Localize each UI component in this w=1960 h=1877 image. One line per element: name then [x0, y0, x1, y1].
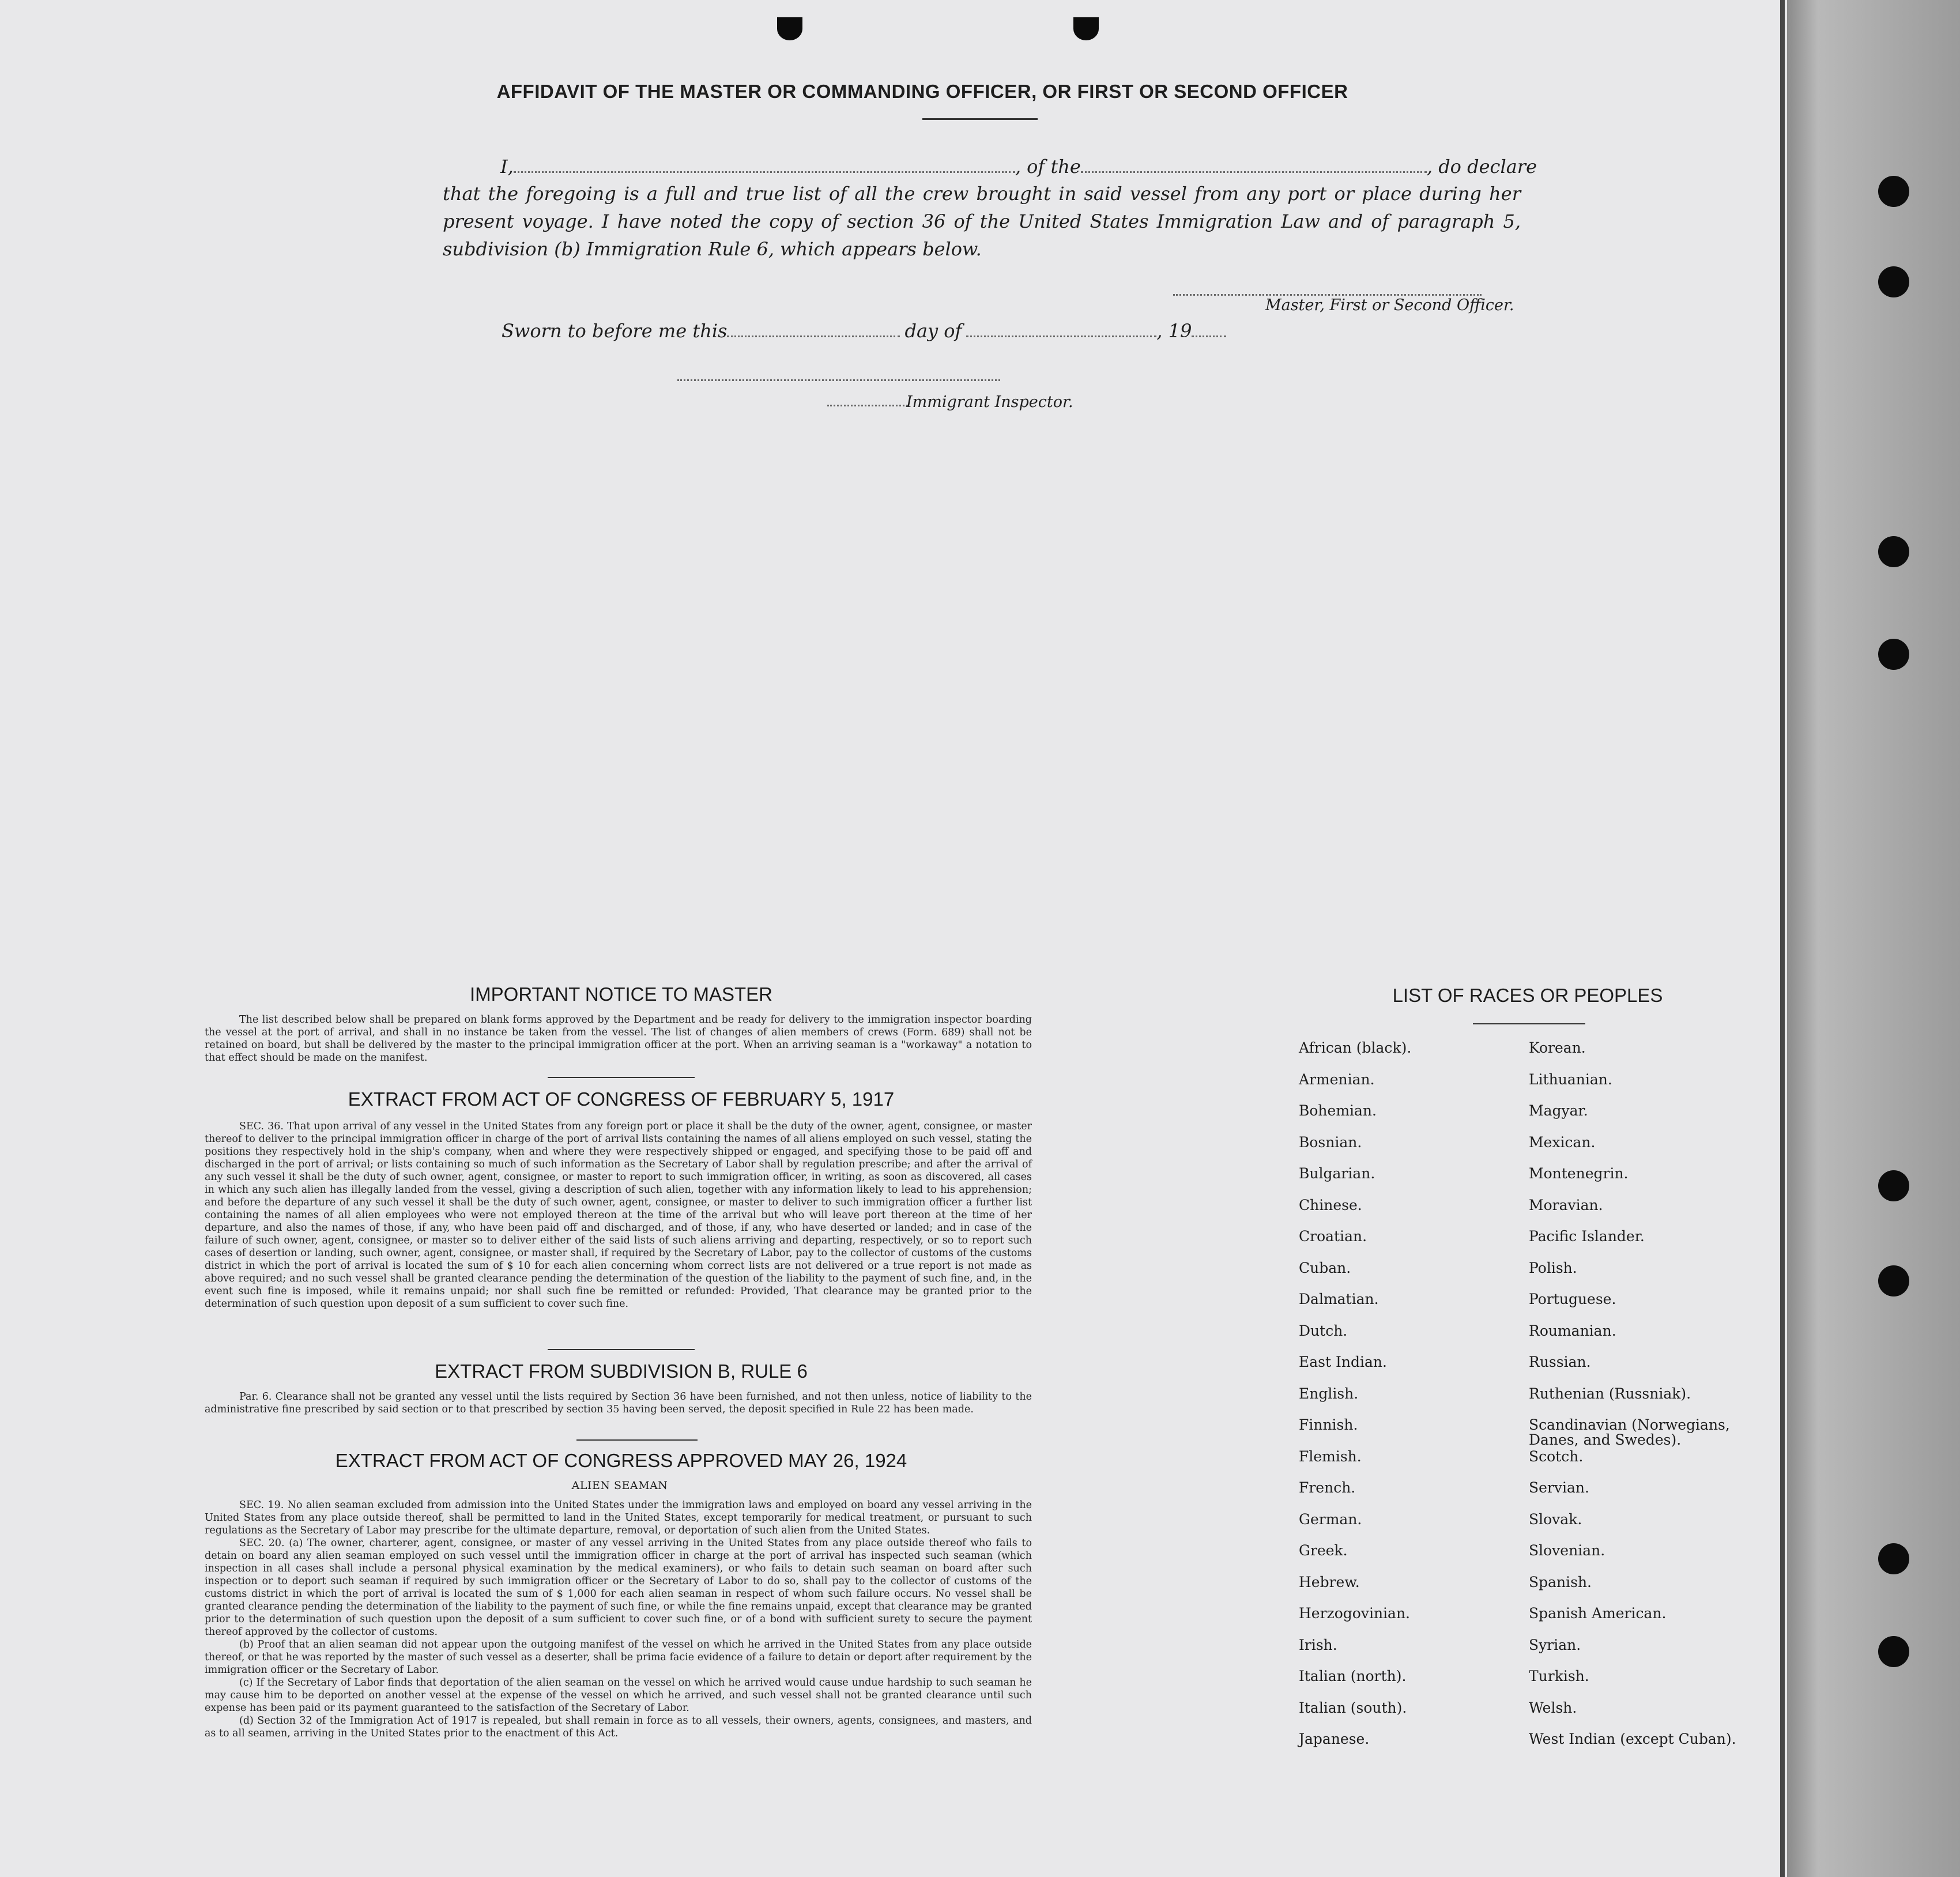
alien-seaman-subtitle: ALIEN SEAMAN [571, 1479, 668, 1492]
extract-1917-text: SEC. 36. That upon arrival of any vessel in the United States from any foreign port or place it shall be the duty of the owner, agent, consignee, or master thereof to deliver to the principal immigration officer in charge of the port of arrival lists containing the names of all aliens employed on such vessel, stating the positions they respectively hold in the ship's company, when and where they were respectively shipped or engaged, and specifying those to be paid off and discharged in the port of arrival; or lists containing so much of such information as the Secretary of Labor shall by regulation prescribe; and after the arrival of any such vessel it shall be the duty of such owner, agent, consignee, or master to report to such immigration officer, in writing, as soon as discovered, all cases in which any such alien has illegally landed from the vessel, giving a description of such alien, together with any information likely to lead to his apprehension; and before the departure of any such vessel it shall be the duty of such owner, agent, consignee, or master to deliver to such immigration officer a further list containing the names of all alien employees who were not employed thereon at the time of the arrival but who will leave port thereon at the time of her departure, and also the names of those, if any, who have been paid off and discharged, and of those, if any, who have deserted or landed; and in case of the failure of such owner, agent, consignee, or master so to deliver either of the said lists of such aliens arriving and departing, respectively, or so to report such cases of desertion or landing, such owner, agent, consignee, or master shall, if required by the Secretary of Labor, pay to the collector of customs of the customs district in which the port of arrival is located the sum of $ 10 for each alien concerning whom correct lists are not delivered or a true report is not made as above required; and no such vessel shall be granted clearance pending the determination of the question of the liability to the payment of such fine, and, in the event such fine is imposed, while it remains unpaid; nor shall such fine be remitted or refunded: Provided, That clearance may be granted prior to the determination of such question upon deposit of a sum sufficient to cover such fine. [205, 1121, 1032, 1310]
race-item: Russian. [1529, 1354, 1591, 1370]
race-item: Cuban. [1299, 1259, 1351, 1276]
inspector-caption: Immigrant Inspector. [906, 393, 1073, 411]
race-item: German. [1299, 1510, 1362, 1528]
race-item: Greek. [1299, 1542, 1348, 1559]
race-item: Polish. [1529, 1259, 1577, 1276]
race-item: Hebrew. [1299, 1573, 1360, 1590]
race-item: Turkish. [1529, 1668, 1589, 1684]
binding-edge [1787, 0, 1960, 1877]
race-item: Bosnian. [1299, 1133, 1362, 1151]
race-item: West Indian (except Cuban). [1529, 1731, 1736, 1747]
race-item: Magyar. [1529, 1102, 1588, 1119]
race-item: African (black). [1299, 1039, 1412, 1056]
master-caption: Master, First or Second Officer. [1265, 296, 1514, 314]
section-rule [576, 1439, 698, 1441]
race-item: French. [1299, 1479, 1356, 1496]
inspector-signature-blank-2[interactable] [827, 405, 908, 406]
name-blank[interactable] [514, 171, 1015, 173]
race-item: Japanese. [1299, 1731, 1370, 1747]
race-item: Roumanian. [1529, 1322, 1616, 1339]
do-declare-label: , do declare [1426, 156, 1537, 178]
sec-20c-paragraph: (c) If the Secretary of Labor finds that deportation of the alien seaman on the vessel on which he arrived would cause undue hardship to such seaman he may cause him to be deported on another vessel at the expense of the vessel on which he arrived, and such vessel shall not be granted clearance until such expense has been paid or its payment guaranteed to the satisfaction of the Secretary of Labor. [205, 1677, 1032, 1714]
race-item: Syrian. [1529, 1636, 1581, 1653]
race-item: Korean. [1529, 1039, 1586, 1056]
section-rule [548, 1349, 695, 1350]
binding-notch [777, 17, 802, 40]
races-right-column [1529, 1041, 1771, 1763]
races-title-rule [1473, 1023, 1585, 1024]
race-item: East Indian. [1299, 1354, 1387, 1370]
race-item: Italian (south). [1299, 1699, 1407, 1716]
affidavit-body: that the foregoing is a full and true list of all the crew brought in said vessel from any port or place during her present voyage. I have noted the copy of section 36 of the United States Immigration Law and of paragraph 5, subdivision (b) Immigration Rule 6, which appears below. [443, 183, 1521, 260]
affidavit-title: AFFIDAVIT OF THE MASTER OR COMMANDING OFFICER, OR FIRST OR SECOND OFFICER [496, 81, 1348, 102]
race-item: Portuguese. [1529, 1291, 1616, 1307]
sec-20a-paragraph: SEC. 20. (a) The owner, charterer, agent, consignee, or master of any vessel arriving in the United States from any place outside thereof who fails to detain on board any alien seaman employed on such vessel until the immigration officer in charge at the port of arrival has inspected such seaman (which inspection in all cases shall include a personal physical examination by the medical examiners), or who fails to detain such seaman on board after such inspection or to deport such seaman if required by such immigration officer or the Secretary of Labor to do so, shall pay to the collector of customs of the customs district in which the port of arrival is located the sum of $ 1,000 for each alien seaman in respect of whom such failure occurs. No vessel shall be granted clearance pending the determination of the liability to the payment of such fine, or while the fine remains unpaid, except that clearance may be granted prior to the determination of such question upon the deposit of a sum sufficient to cover such fine, or of a bond with sufficient surety to secure the payment thereof approved by the collector of customs. [205, 1537, 1032, 1638]
race-item: Slovenian. [1529, 1542, 1605, 1559]
punch-hole [1878, 1636, 1909, 1667]
race-item: Scotch. [1529, 1448, 1584, 1465]
race-item: Flemish. [1299, 1448, 1362, 1465]
race-item: English. [1299, 1385, 1359, 1402]
race-item: Bohemian. [1299, 1102, 1377, 1119]
notice-title: IMPORTANT NOTICE TO MASTER [469, 983, 772, 1005]
title-rule [922, 118, 1038, 120]
punch-hole [1878, 1543, 1909, 1574]
section-rule [548, 1077, 695, 1078]
punch-hole [1878, 639, 1909, 670]
punch-hole [1878, 1170, 1909, 1201]
races-title: LIST OF RACES OR PEOPLES [1392, 985, 1663, 1006]
sec-20b-paragraph: (b) Proof that an alien seaman did not appear upon the outgoing manifest of the vessel on which he arrived in the United States from any place outside thereof, or that he was reported by the master of such vessel as a deserter, shall be prima facie evidence of a failure to detain or deport after requirement by the immigration officer or the Secretary of Labor. [205, 1639, 1032, 1676]
race-item: Dutch. [1299, 1322, 1348, 1339]
punch-hole [1878, 176, 1909, 207]
of-the-label: , of the [1015, 156, 1081, 178]
extract-rule6-title: EXTRACT FROM SUBDIVISION B, RULE 6 [435, 1360, 808, 1382]
binding-notch [1073, 17, 1099, 40]
extract-1924-text [205, 1499, 1032, 1740]
race-item: Pacific Islander. [1529, 1228, 1645, 1245]
race-item: Herzogovinian. [1299, 1605, 1410, 1622]
year-label: , 19 [1156, 320, 1192, 342]
notice-text: The list described below shall be prepared on blank forms approved by the Department and be ready for delivery to the immigration inspector boarding the vessel at the port of arrival, and shall in no instance be taken from the vessel. The list of changes of alien members of crews (Form. 689) shall not be retained on board, but shall be delivered by the master to the principal immigration officer at the port. When an arriving seaman is a "workaway" a notation to that effect should be made on the manifest. [205, 1014, 1032, 1064]
punch-hole [1878, 1265, 1909, 1296]
year-blank[interactable] [1192, 335, 1226, 337]
sec-19-paragraph: SEC. 19. No alien seaman excluded from admission into the United States under the immigration laws and employed on board any vessel arriving in the United States from any place outside thereof, shall be permitted to land in the United States, except temporarily for medical treatment, or pursuant to such regulations as the Secretary of Labor may prescribe for the ultimate departure, removal, or deportation of such alien from the United States. [205, 1499, 1032, 1536]
race-item: Moravian. [1529, 1196, 1603, 1213]
sworn-line [502, 320, 1226, 342]
master-signature-blank[interactable] [1173, 294, 1482, 296]
race-item: Finnish. [1299, 1416, 1358, 1433]
sec-20d-paragraph: (d) Section 32 of the Immigration Act of 1917 is repealed, but shall remain in force as to all vessels, their owners, agents, consignees, and masters, and as to all seamen, arriving in the United States prior to the enactment of this Act. [205, 1715, 1032, 1739]
extract-rule6-text: Par. 6. Clearance shall not be granted any vessel until the lists required by Section 36 have been furnished, and not then unless, notice of liability to the administrative fine prescribed by said section or to that prescribed by section 35 having been served, the deposit specified in Rule 22 has been made. [205, 1391, 1032, 1415]
extract-1917-title: EXTRACT FROM ACT OF CONGRESS OF FEBRUARY 5, 1917 [348, 1088, 895, 1110]
race-item: Croatian. [1299, 1228, 1367, 1245]
day-of-label: day of [904, 320, 962, 342]
vessel-blank[interactable] [1081, 171, 1427, 173]
race-item: Spanish American. [1529, 1605, 1667, 1622]
pronoun-i: I, [500, 156, 514, 178]
race-item: Dalmatian. [1299, 1291, 1379, 1307]
inspector-signature-blank[interactable] [677, 379, 1000, 381]
race-item: Armenian. [1299, 1071, 1375, 1088]
race-item: Servian. [1529, 1479, 1589, 1496]
race-item: Spanish. [1529, 1573, 1592, 1590]
race-item: Ruthenian (Russniak). [1529, 1385, 1691, 1402]
race-item: Lithuanian. [1529, 1071, 1612, 1088]
punch-hole [1878, 266, 1909, 297]
month-blank[interactable] [966, 335, 1156, 337]
sworn-label: Sworn to before me this [502, 320, 728, 342]
race-item: Chinese. [1299, 1196, 1362, 1213]
race-item: Scandinavian (Norwegians, Danes, and Swedes). [1529, 1416, 1730, 1448]
race-item: Italian (north). [1299, 1668, 1407, 1684]
race-item: Irish. [1299, 1636, 1337, 1653]
page-edge-line [1780, 0, 1785, 1877]
races-left-column [1299, 1041, 1411, 1763]
race-item: Slovak. [1529, 1510, 1582, 1528]
day-blank[interactable] [727, 335, 900, 337]
punch-hole [1878, 536, 1909, 567]
race-item: Montenegrin. [1529, 1165, 1629, 1182]
race-item: Welsh. [1529, 1699, 1577, 1716]
race-item: Bulgarian. [1299, 1165, 1375, 1182]
race-item: Mexican. [1529, 1133, 1596, 1151]
extract-1924-title: EXTRACT FROM ACT OF CONGRESS APPROVED MAY 26, 1924 [335, 1450, 907, 1471]
affidavit-first-line [500, 156, 1537, 178]
